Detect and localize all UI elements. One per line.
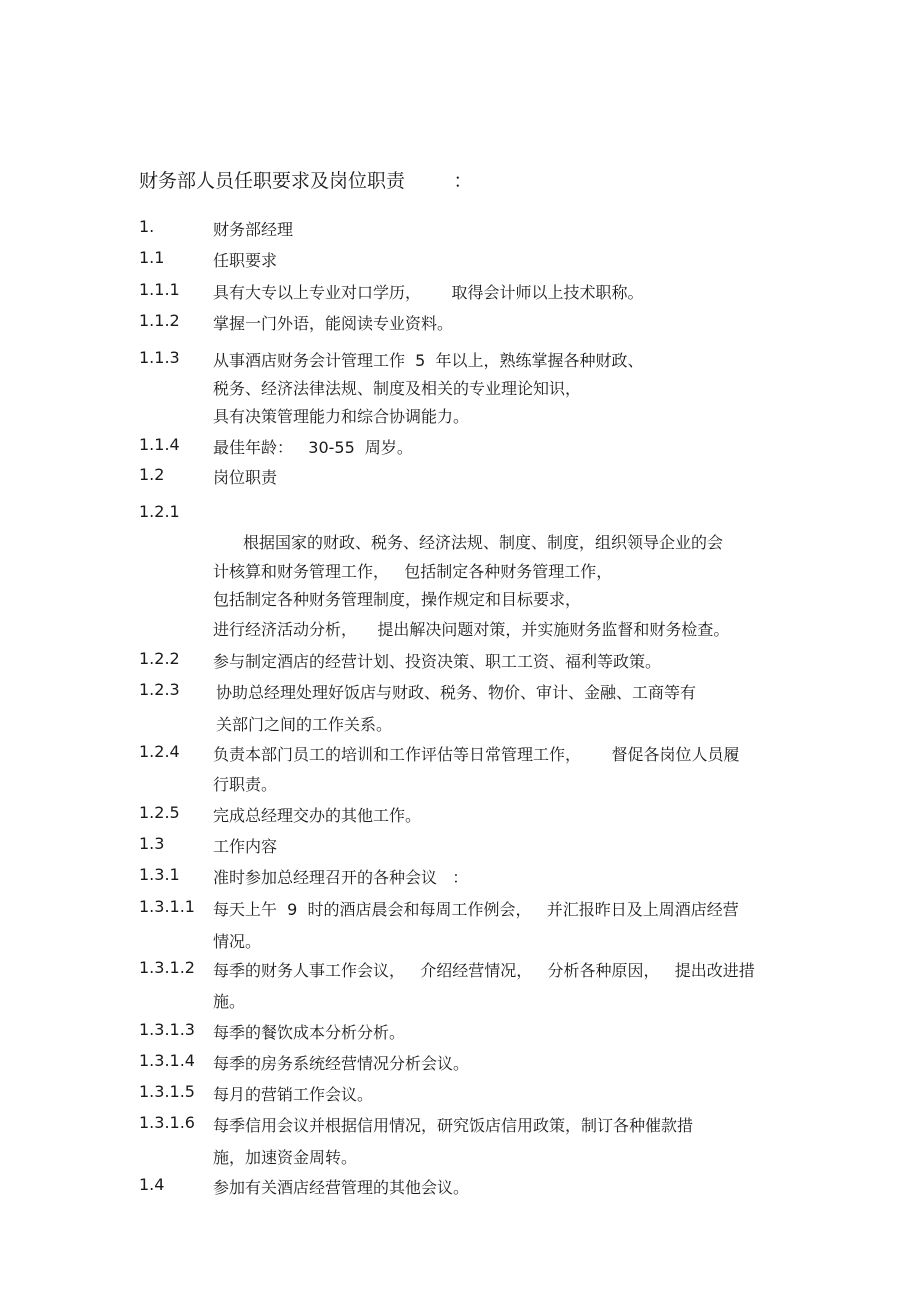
section-text: 具有大专以上专业对口学历， 取得会计师以上技术职称。 <box>213 283 644 302</box>
section-text: 准时参加总经理召开的各种会议 ： <box>213 868 469 887</box>
section-text: 参加有关酒店经营管理的其他会议。 <box>213 1178 470 1197</box>
section-number: 1.3.1.6 <box>139 1113 195 1132</box>
section-number: 1.2.1 <box>139 502 180 521</box>
section-number: 1.3 <box>139 834 165 853</box>
section-number: 1.1.1 <box>139 280 180 299</box>
section-text-continued: 具有决策管理能力和综合协调能力。 <box>213 407 470 426</box>
section-text: 负责本部门员工的培训和工作评估等日常管理工作， 督促各岗位人员履 <box>213 745 740 764</box>
section-number: 1. <box>139 217 155 236</box>
section-number: 1.2.2 <box>139 649 180 668</box>
section-text: 每季信用会议并根据信用情况，研究饭店信用政策，制订各种催款措 <box>213 1116 694 1135</box>
section-text: 根据国家的财政、税务、经济法规、制度、制度，组织领导企业的会 <box>243 533 724 552</box>
section-text-continued: 行职责。 <box>213 775 278 794</box>
section-text-continued: 进行经济活动分析， 提出解决问题对策，并实施财务监督和财务检查。 <box>213 620 730 639</box>
section-number: 1.3.1.2 <box>139 958 195 977</box>
section-text: 岗位职责 <box>213 468 278 487</box>
section-text: 完成总经理交办的其他工作。 <box>213 806 422 825</box>
section-text: 工作内容 <box>213 837 278 856</box>
section-text: 最佳年龄： 30-55 周岁。 <box>213 438 413 457</box>
section-number: 1.1 <box>139 248 165 267</box>
section-text: 每季的餐饮成本分析分析。 <box>213 1023 406 1042</box>
section-number: 1.3.1.1 <box>139 897 195 916</box>
section-number: 1.3.1.3 <box>139 1020 195 1039</box>
section-text: 每季的财务人事工作会议， 介绍经营情况， 分析各种原因， 提出改进措 <box>213 961 755 980</box>
section-number: 1.1.2 <box>139 311 180 330</box>
section-text: 掌握一门外语，能阅读专业资料。 <box>213 314 454 333</box>
section-text-continued: 税务、经济法律法规、制度及相关的专业理论知识， <box>213 379 582 398</box>
section-text-continued: 计核算和财务管理工作， 包括制定各种财务管理工作， <box>213 562 613 581</box>
section-text: 每月的营销工作会议。 <box>213 1085 374 1104</box>
section-number: 1.1.3 <box>139 348 180 367</box>
section-text-continued: 情况。 <box>213 932 262 951</box>
section-number: 1.4 <box>139 1175 165 1194</box>
section-text: 财务部经理 <box>213 220 294 239</box>
section-text: 协助总经理处理好饭店与财政、税务、物价、审计、金融、工商等有 <box>216 683 697 702</box>
section-number: 1.3.1.4 <box>139 1051 195 1070</box>
section-text-continued: 包括制定各种财务管理制度，操作规定和目标要求， <box>213 590 582 609</box>
section-number: 1.3.1 <box>139 865 180 884</box>
section-text-continued: 施，加速资金周转。 <box>213 1148 358 1167</box>
section-number: 1.2.5 <box>139 803 180 822</box>
section-text: 每季的房务系统经营情况分析会议。 <box>213 1054 470 1073</box>
section-text: 从事酒店财务会计管理工作 5 年以上，熟练掌握各种财政、 <box>213 351 644 370</box>
section-text: 任职要求 <box>213 251 278 270</box>
section-number: 1.1.4 <box>139 435 180 454</box>
section-number: 1.2 <box>139 465 165 484</box>
section-text: 参与制定酒店的经营计划、投资决策、职工工资、福利等政策。 <box>213 652 662 671</box>
document-title: 财务部人员任职要求及岗位职责 ： <box>139 170 473 192</box>
section-text-continued: 施。 <box>213 992 246 1011</box>
section-text-continued: 关部门之间的工作关系。 <box>216 715 393 734</box>
section-number: 1.2.3 <box>139 680 180 699</box>
section-number: 1.2.4 <box>139 742 180 761</box>
section-text: 每天上午 9 时的酒店晨会和每周工作例会， 并汇报昨日及上周酒店经营 <box>213 900 739 919</box>
section-number: 1.3.1.5 <box>139 1082 195 1101</box>
